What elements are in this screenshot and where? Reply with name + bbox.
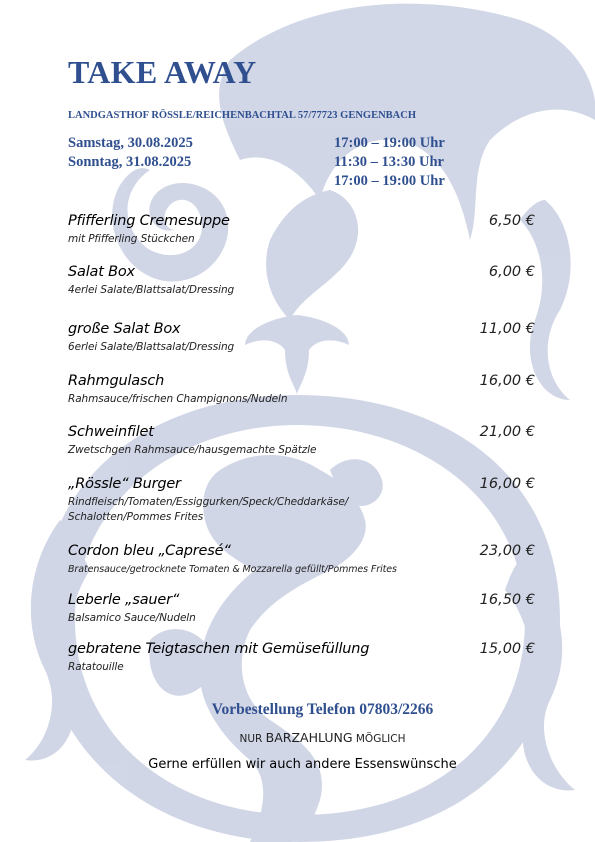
schedule-row [68, 173, 488, 192]
dish-name: Cordon bleu „Capresé“ [68, 543, 231, 559]
opening-schedule [68, 135, 488, 192]
schedule-time: 17:00 – 19:00 Uhr [334, 135, 445, 151]
menu-item [68, 373, 538, 407]
payment-note [0, 730, 595, 745]
dish-description: mit Pfifferling Stückchen [68, 233, 195, 245]
dish-name: Salat Box [68, 264, 135, 280]
menu-item [68, 424, 538, 458]
menu-item [68, 592, 538, 626]
schedule-day: Sonntag, 31.08.2025 [68, 154, 192, 170]
dish-name: gebratene Teigtaschen mit Gemüsefüllung [68, 641, 370, 657]
dish-name: Leberle „sauer“ [68, 592, 180, 608]
wishes-text: Gerne erfüllen wir auch andere Essenswünsche [148, 757, 457, 772]
dish-description: Ratatouille [68, 661, 124, 673]
schedule-day [68, 173, 334, 192]
dish-description [68, 495, 538, 525]
payment-method: BARZAHLUNG [265, 730, 353, 745]
menu-item [68, 641, 538, 675]
dish-price: 11,00 € [479, 321, 535, 337]
dish-description: Rahmsauce/frischen Champignons/Nudeln [68, 393, 288, 405]
schedule-day: Samstag, 30.08.2025 [68, 135, 193, 151]
dish-description-line: Rindfleisch/Tomaten/Essiggurken/Speck/Cheddarkäse/ [68, 496, 349, 508]
wishes-line [0, 755, 595, 773]
payment-suffix: MÖGLICH [352, 733, 406, 745]
schedule-time: 11:30 – 13:30 Uhr [334, 154, 444, 170]
dish-description: 4erlei Salate/Blattsalat/Dressing [68, 284, 235, 296]
dish-description-line: Schalotten/Pommes Frites [68, 511, 204, 523]
menu-item [68, 213, 538, 247]
dish-price: 16,00 € [479, 373, 535, 389]
preorder-line [0, 701, 595, 719]
menu-item [68, 476, 538, 525]
dish-price: 6,00 € [488, 264, 535, 280]
menu-item [68, 264, 538, 298]
schedule-time: 17:00 – 19:00 Uhr [334, 173, 445, 189]
preorder-phone: Vorbestellung Telefon 07803/2266 [211, 701, 434, 718]
dish-description: Balsamico Sauce/Nudeln [68, 612, 196, 624]
schedule-row [68, 135, 488, 154]
dish-price: 16,50 € [479, 592, 535, 608]
dish-price: 16,00 € [479, 476, 535, 492]
dish-description: Bratensauce/getrocknete Tomaten & Mozzarella gefüllt/Pommes Frites [68, 564, 397, 575]
dish-price: 6,50 € [488, 213, 535, 229]
dish-name: große Salat Box [68, 321, 181, 337]
schedule-row [68, 154, 488, 173]
dish-price: 21,00 € [479, 424, 535, 440]
dish-description: 6erlei Salate/Blattsalat/Dressing [68, 341, 235, 353]
restaurant-address: LANDGASTHOF RÖSSLE/REICHENBACHTAL 57/77723 GENGENBACH [68, 110, 417, 121]
dish-description: Zwetschgen Rahmsauce/hausgemachte Spätzle [68, 444, 317, 456]
dish-price: 23,00 € [479, 543, 535, 559]
dish-name: Rahmgulasch [68, 373, 165, 389]
menu-item [68, 321, 538, 355]
page-title: TAKE AWAY [68, 54, 257, 90]
dish-price: 15,00 € [479, 641, 535, 657]
dish-name: „Rössle“ Burger [68, 476, 181, 492]
menu-item [68, 543, 538, 577]
payment-prefix: NUR [239, 733, 266, 745]
dish-name: Pfifferling Cremesuppe [68, 213, 230, 229]
dish-name: Schweinfilet [68, 424, 154, 440]
